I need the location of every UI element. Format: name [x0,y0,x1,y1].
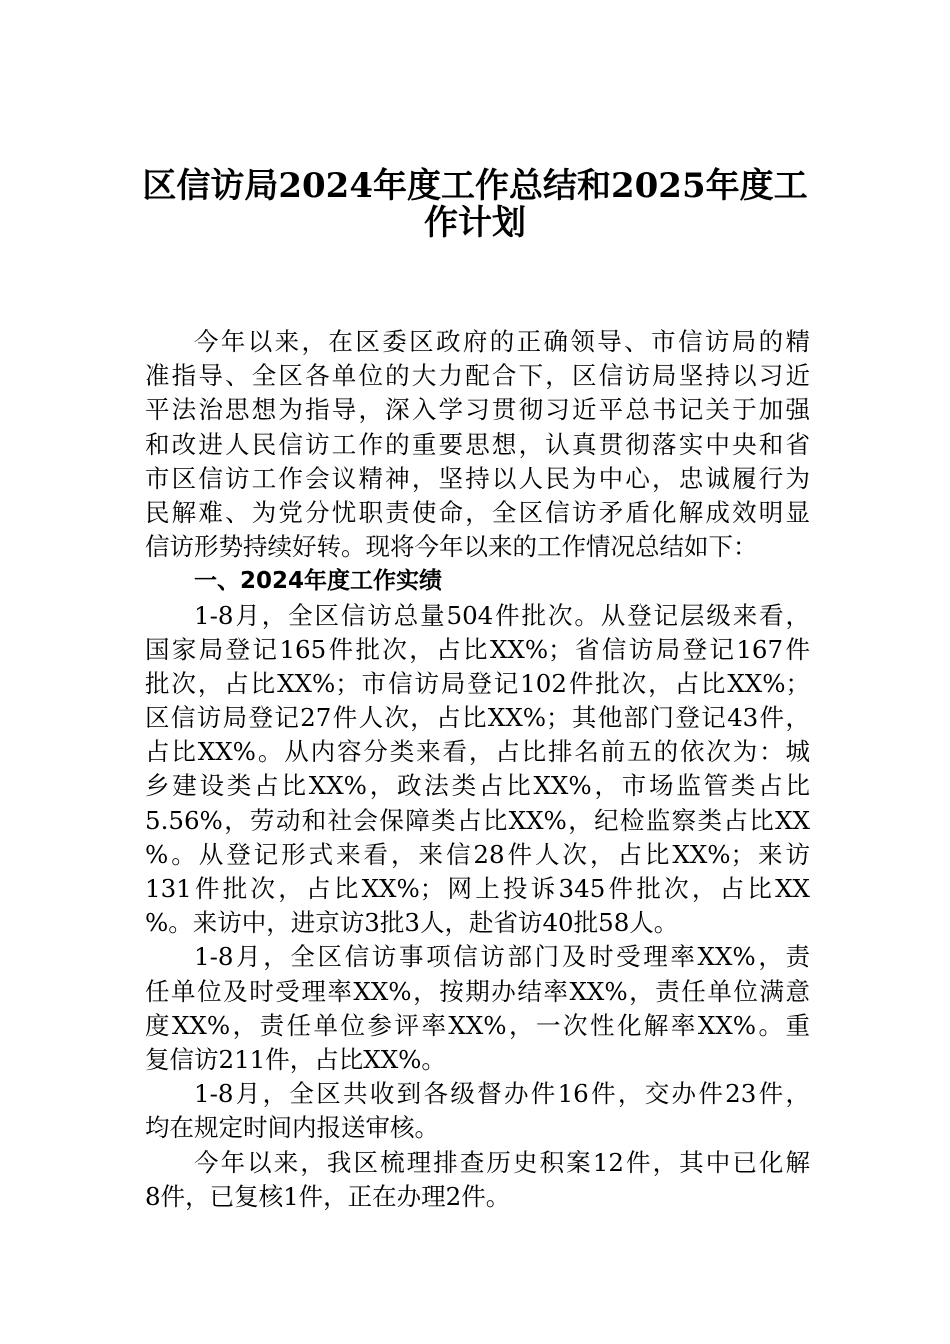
paragraph-backlog-line: 今年以来，我区梳理排查历史积案12件，其中已化解 [194,1147,810,1177]
paragraph-rates-line: 任单位及时受理率XX%，按期办结率XX%，责任单位满意 [145,976,810,1006]
paragraph-stats-line: %。从登记形式来看，来信28件人次，占比XX%；来访 [145,839,810,869]
paragraph-stats-line: 占比XX%。从内容分类来看，占比排名前五的依次为：城 [145,737,810,767]
paragraph-stats-line: 批次，占比XX%；市信访局登记102件批次，占比XX%； [145,668,810,698]
paragraph-stats-line: 乡建设类占比XX%，政法类占比XX%，市场监管类占比 [145,771,810,801]
paragraph-supervision-line: 均在规定时间内报送审核。 [145,1113,439,1143]
paragraph-stats-line: 131件批次，占比XX%；网上投诉345件批次，占比XX [145,874,810,903]
paragraph-intro-line: 民解难、为党分忧职责使命，全区信访矛盾化解成效明显 [145,497,810,527]
document-title-line-1: 区信访局2024年度工作总结和2025年度工 [142,166,808,206]
paragraph-stats-line: 国家局登记165件批次，占比XX%；省信访局登记167件 [145,634,810,664]
paragraph-supervision-line: 1-8月，全区共收到各级督办件16件，交办件23件， [194,1079,810,1109]
paragraph-stats-line: 5.56%，劳动和社会保障类占比XX%，纪检监察类占比XX [145,805,810,835]
paragraph-intro-line: 准指导、全区各单位的大力配合下，区信访局坚持以习近 [145,361,810,391]
paragraph-rates-line: 1-8月，全区信访事项信访部门及时受理率XX%，责 [194,942,810,972]
paragraph-intro-line: 信访形势持续好转。现将今年以来的工作情况总结如下： [145,532,758,562]
paragraph-backlog-line: 8件，已复核1件，正在办理2件。 [145,1181,511,1211]
paragraph-stats-line: %。来访中，进京访3批3人，赴省访40批58人。 [145,908,679,938]
paragraph-stats-line: 区信访局登记27件人次，占比XX%；其他部门登记43件， [145,703,810,733]
paragraph-intro-line: 市区信访工作会议精神，坚持以人民为中心，忠诚履行为 [145,463,810,493]
document-body [145,325,810,1214]
paragraph-rates-line: 度XX%，责任单位参评率XX%，一次性化解率XX%。重 [145,1010,810,1040]
paragraph-stats-line: 1-8月，全区信访总量504件批次。从登记层级来看， [194,600,810,630]
paragraph-intro-line: 平法治思想为指导，深入学习贯彻习近平总书记关于加强 [145,395,810,425]
document-title-line-2: 作计划 [424,203,526,243]
paragraph-intro-line: 今年以来，在区委区政府的正确领导、市信访局的精 [194,327,810,356]
paragraph-intro-line: 和改进人民信访工作的重要思想，认真贯彻落实中央和省 [145,429,810,459]
paragraph-rates-line: 复信访211件，占比XX%。 [145,1044,446,1074]
section-heading: 一、2024年度工作实绩 [194,568,443,595]
